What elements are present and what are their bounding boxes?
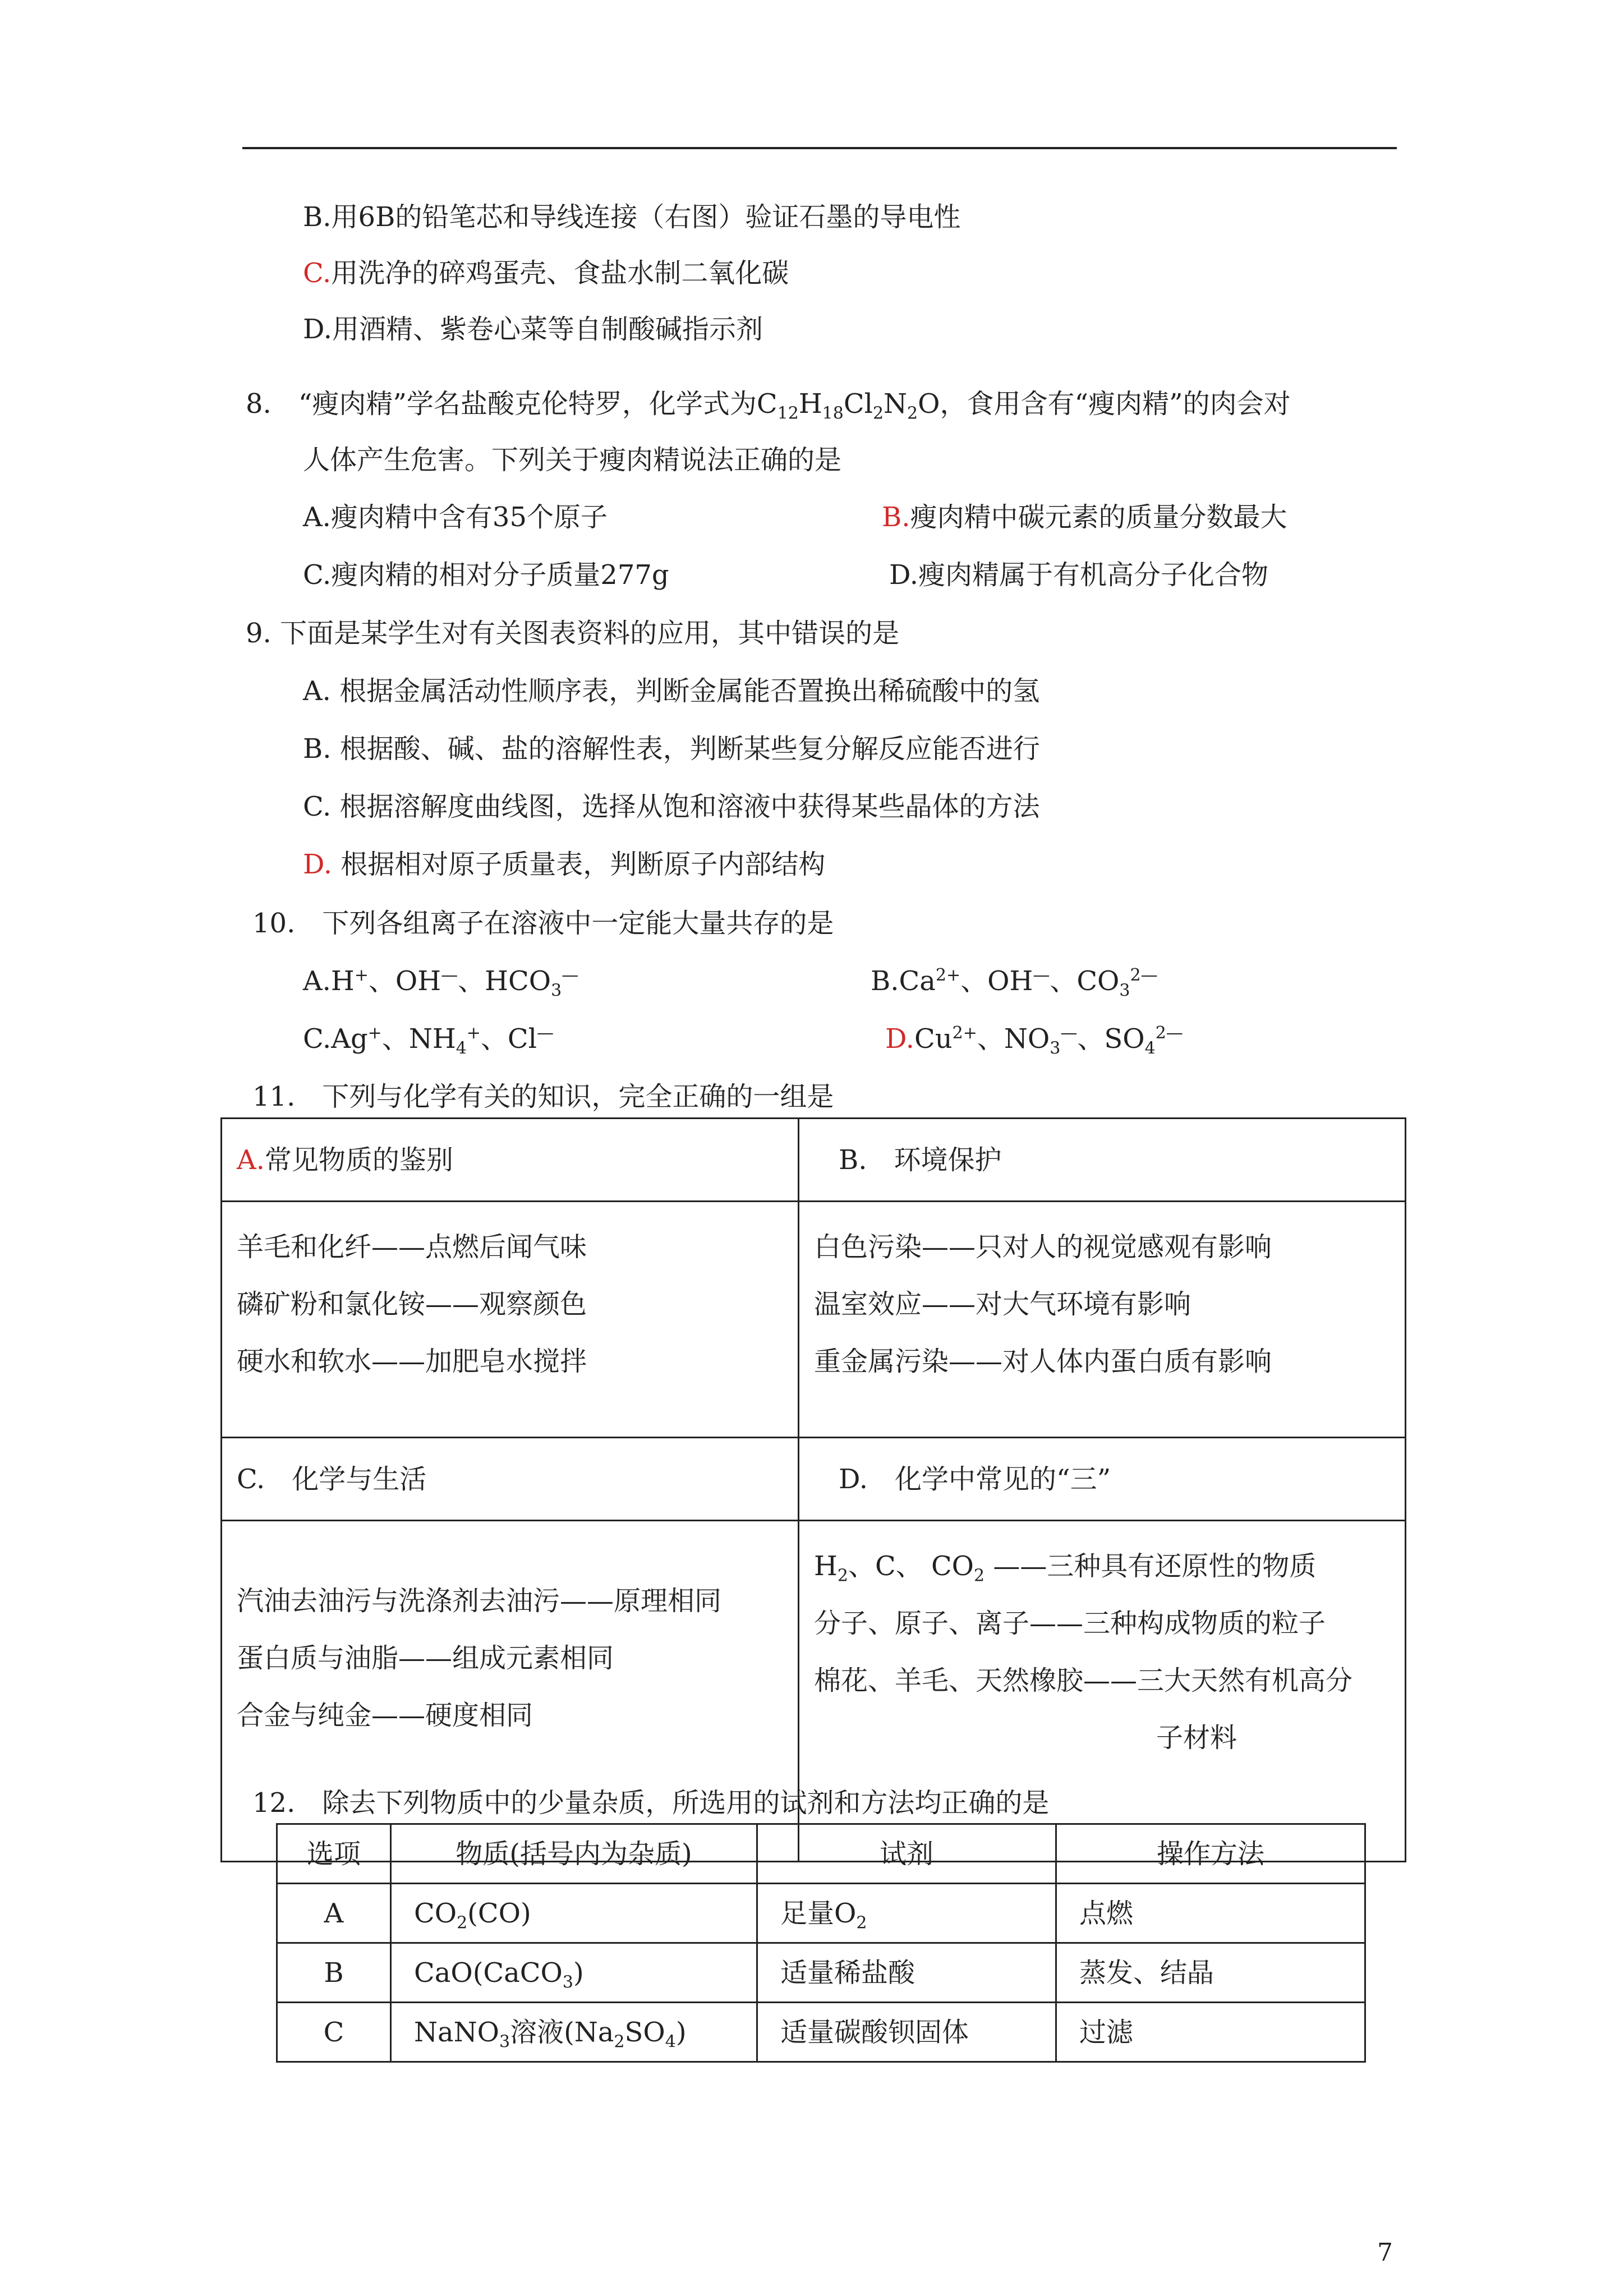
answer-mark: C. [303,257,332,289]
q11-cell-b-body: 白色污染——只对人的视觉感观有影响 温室效应——对大气环境有影响 重金属污染——对人体内蛋白质有影响 [799,1202,1406,1438]
q11-stem: 11. 下列与化学有关的知识，完全正确的一组是 [252,1081,834,1112]
q10-stem: 10. 下列各组离子在溶液中一定能大量共存的是 [252,908,834,939]
q11-cell-d-body: $H_2$、C、 $CO_2$ ——三种具有还原性的物质 分子、原子、离子——三种构成物质的粒子 棉花、羊毛、天然橡胶——三大天然有机高分 子材料 [799,1521,1406,1862]
q8-option-d: D.瘦肉精属于有机高分子化合物 [889,559,1269,591]
q10-option-b: $B.Ca^{2+}$、OH—、$CO_3^{2—}$ [871,965,1158,1001]
table-row: B CaO(CaCO$_3$) 适量稀盐酸 蒸发、结晶 [277,1943,1365,2003]
q12-header-reagent: 试剂 [757,1824,1056,1884]
q10-option-c: C.Ag+、$NH_4^+$、Cl— [303,1023,554,1059]
table-row: C NaNO$_3$溶液$(Na_2SO_4)$ 适量碳酸钡固体 过滤 [277,2003,1365,2062]
q11-cell-a-title: A.常见物质的鉴别 [222,1119,799,1202]
answer-mark: D. [303,849,333,880]
q7-option-c: C.用洗净的碎鸡蛋壳、食盐水制二氧化碳 [303,257,789,289]
page-number: 7 [1377,2238,1393,2267]
q8-option-a: A.瘦肉精中含有35个原子 [303,501,608,533]
answer-mark: A. [237,1144,265,1176]
q9-option-d: D. 根据相对原子质量表，判断原子内部结构 [303,849,826,880]
q10-option-d: $D.Cu^{2+}$、$NO_3^—$、$SO_4^{2—}$ [885,1023,1183,1059]
q9-stem: 9. 下面是某学生对有关图表资料的应用，其中错误的是 [246,618,900,649]
q11-table [220,1117,1406,1862]
q9-option-a: A. 根据金属活动性顺序表，判断金属能否置换出稀硫酸中的氢 [303,675,1040,707]
q12-header-option: 选项 [277,1824,391,1884]
q11-cell-a-body: 羊毛和化纤——点燃后闻气味 磷矿粉和氯化铵——观察颜色 硬水和软水——加肥皂水搅拌 [222,1202,799,1438]
table-row: A $CO_2(CO)$ 足量$O_2$ 点燃 [277,1884,1365,1943]
answer-mark: D. [885,1023,915,1055]
q11-cell-b-title: B. 环境保护 [799,1119,1406,1202]
q11-cell-d-title: D. 化学中常见的“三” [799,1438,1406,1521]
q9-option-b: B. 根据酸、碱、盐的溶解性表，判断某些复分解反应能否进行 [303,733,1040,765]
q12-table [276,1823,1366,2063]
q8-stem-line1: 8. “瘦肉精”学名盐酸克伦特罗，化学式为$C_{12}H_{18}Cl_2N_2O$，食用含有“瘦肉精”的肉会对 [246,388,1291,424]
q9-option-c: C. 根据溶解度曲线图，选择从饱和溶液中获得某些晶体的方法 [303,791,1040,822]
q11-cell-c-body: 汽油去油污与洗涤剂去油污——原理相同 蛋白质与油脂——组成元素相同 合金与纯金——硬度相同 [222,1521,799,1862]
answer-mark: B. [882,501,910,533]
q12-stem: 12. 除去下列物质中的少量杂质，所选用的试剂和方法均正确的是 [252,1787,1050,1819]
q8-stem-line2: 人体产生危害。下列关于瘦肉精说法正确的是 [303,444,842,476]
q7-option-d: D.用酒精、紫卷心菜等自制酸碱指示剂 [303,314,763,345]
q12-header-method: 操作方法 [1056,1824,1365,1884]
q11-cell-c-title: C. 化学与生活 [222,1438,799,1521]
q8-option-c: C.瘦肉精的相对分子质量277g [303,559,669,591]
q12-header-substance: 物质(括号内为杂质) [391,1824,757,1884]
q7-option-b: B.用6B的铅笔芯和导线连接（右图）验证石墨的导电性 [303,201,961,233]
q10-option-a: A.H+、OH—、$HCO_3^—$ [303,965,579,1001]
q8-option-b: B.瘦肉精中碳元素的质量分数最大 [882,501,1287,533]
header-rule [242,147,1397,149]
